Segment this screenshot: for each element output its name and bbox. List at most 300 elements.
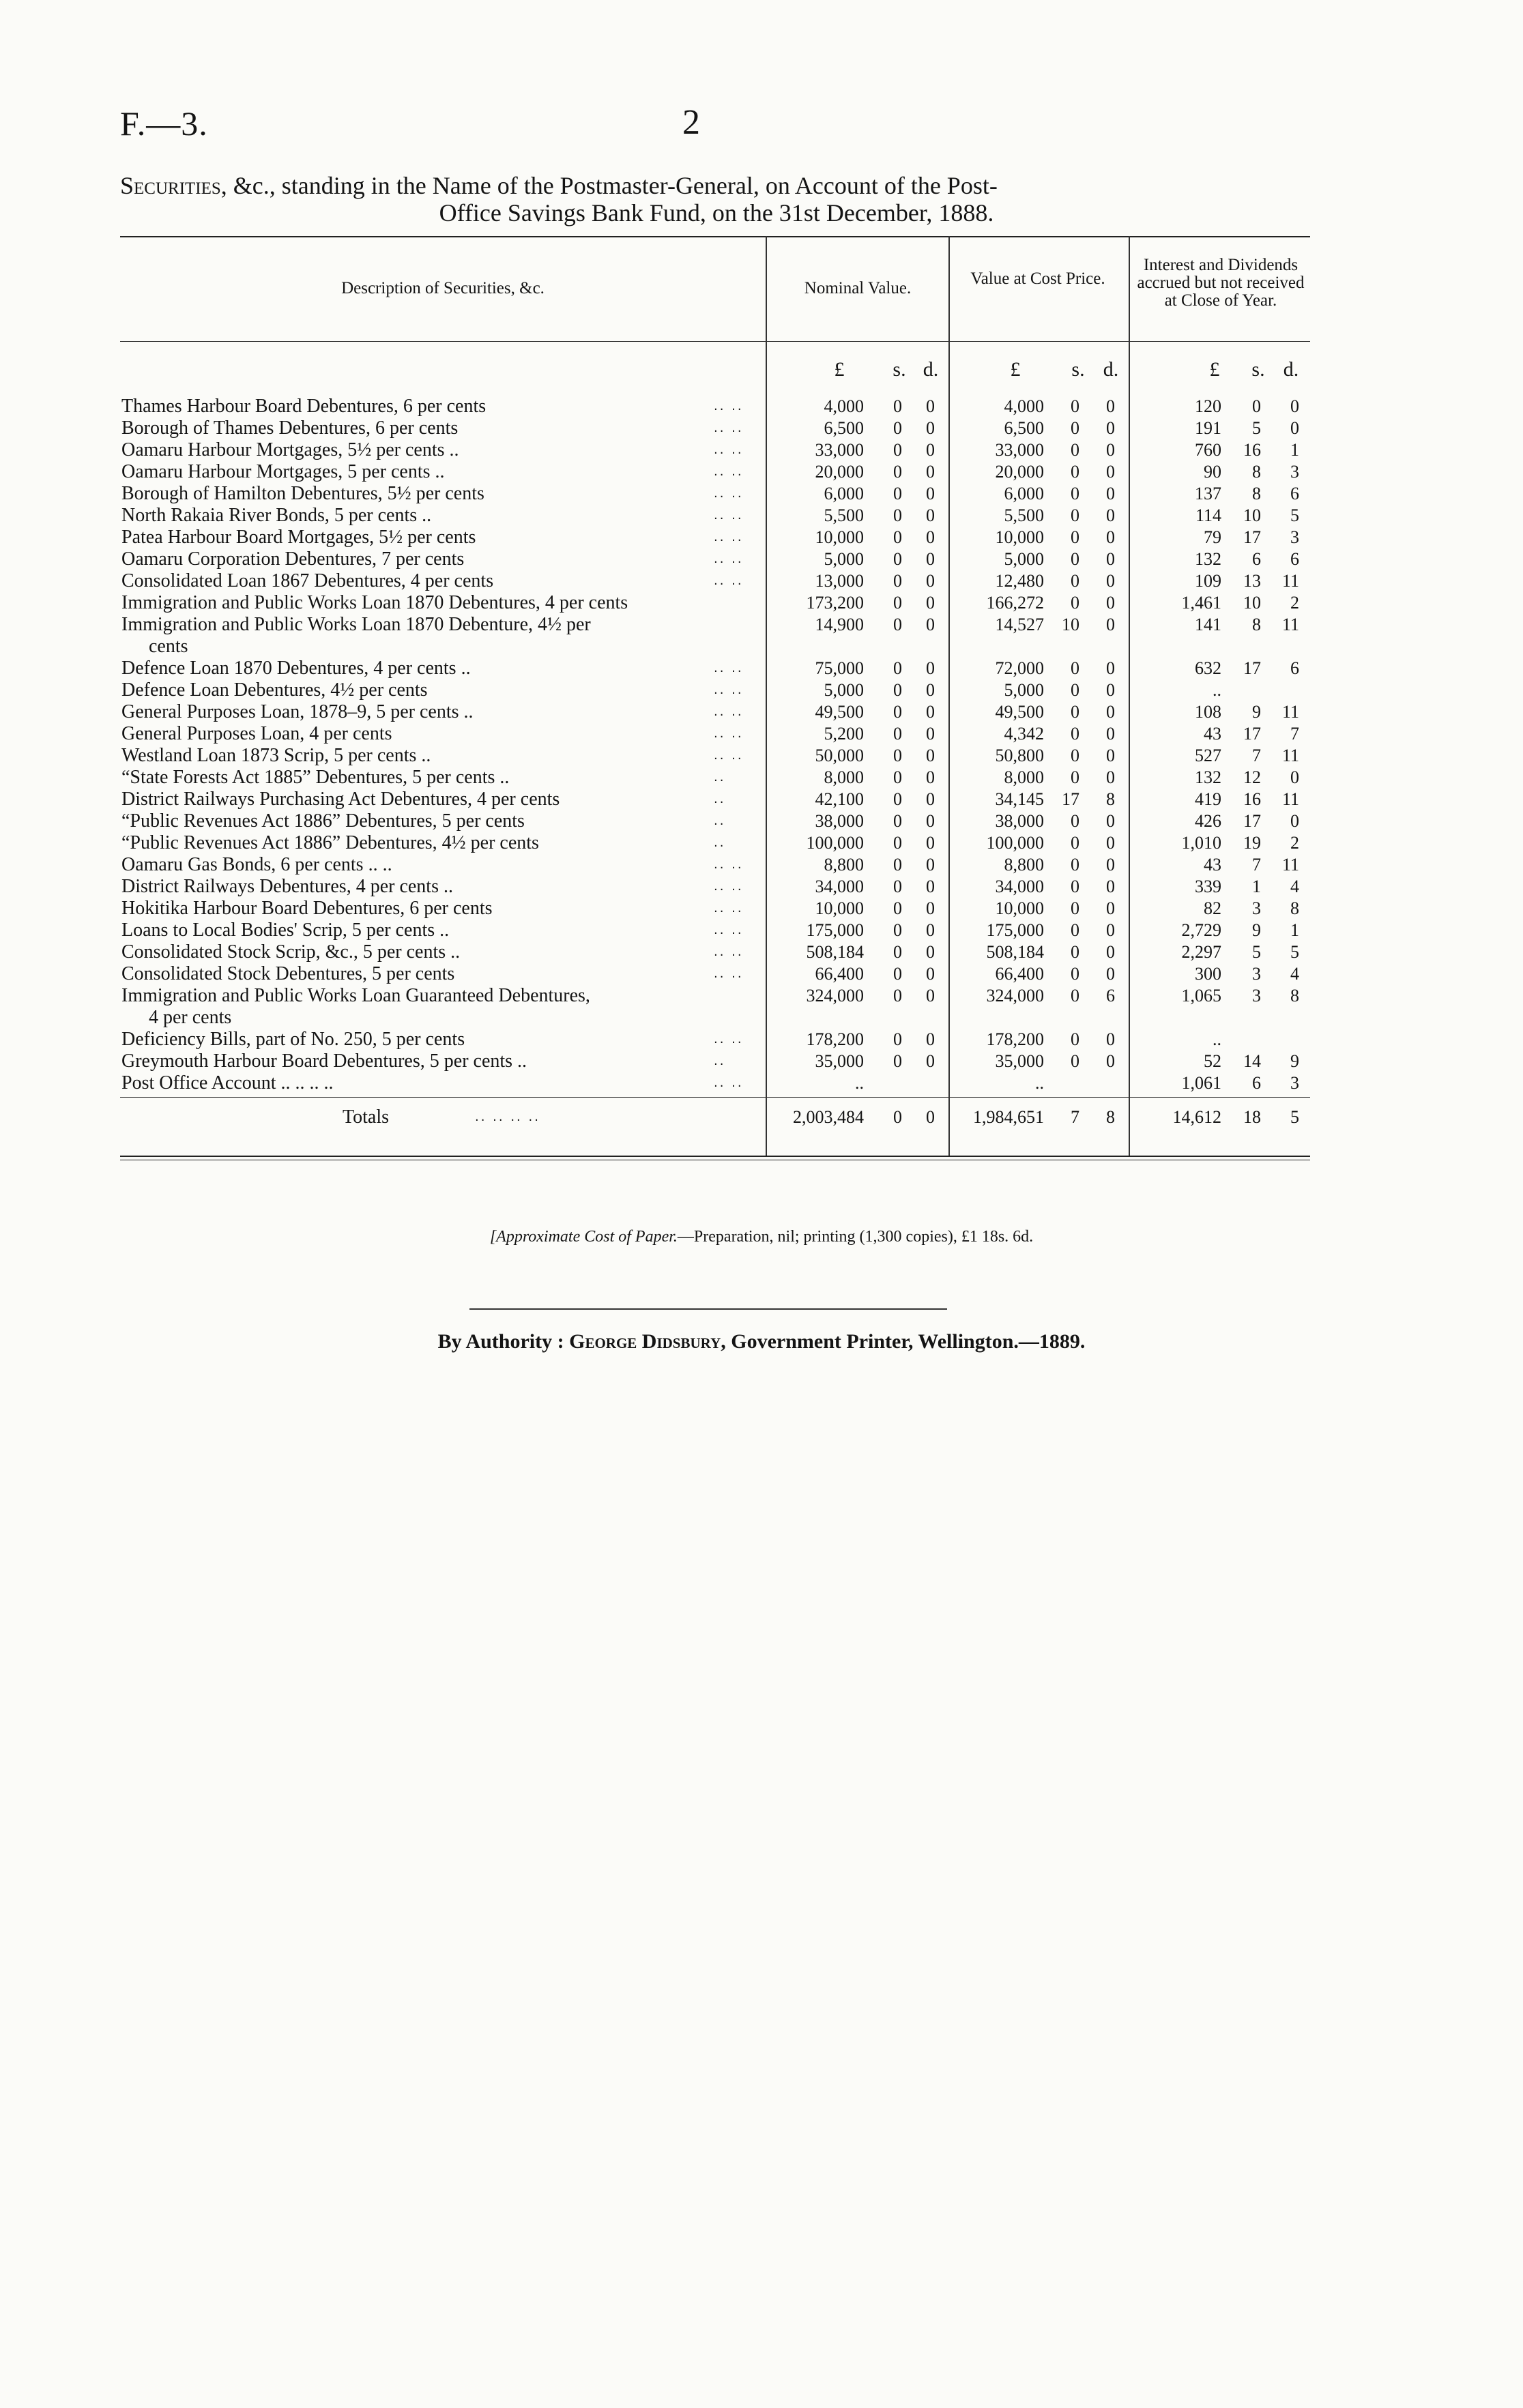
unit-pound: £ bbox=[1209, 358, 1220, 381]
table-row bbox=[120, 483, 1310, 505]
value-id: 1 bbox=[1290, 920, 1299, 940]
value-cd: 0 bbox=[1106, 746, 1115, 765]
value-ns: 0 bbox=[893, 746, 902, 765]
value-id: 8 bbox=[1290, 986, 1299, 1005]
value-cs: 0 bbox=[1071, 440, 1079, 460]
totals-label: Totals bbox=[343, 1106, 390, 1128]
value-cs: 0 bbox=[1071, 942, 1079, 962]
value-id: 9 bbox=[1290, 1051, 1299, 1071]
value-nom: 33,000 bbox=[815, 440, 864, 460]
value-int: 2,297 bbox=[1181, 942, 1221, 962]
header-bottom-rule bbox=[120, 341, 1310, 342]
title-line-2: Office Savings Bank Fund, on the 31st December, 1888. bbox=[439, 199, 994, 226]
table-row bbox=[120, 570, 1310, 592]
value-ns: 0 bbox=[893, 615, 902, 634]
value-nom: 324,000 bbox=[806, 986, 864, 1005]
value-nd: 0 bbox=[926, 505, 935, 525]
value-cd: 0 bbox=[1106, 811, 1115, 831]
value-cs: 0 bbox=[1071, 549, 1079, 569]
table-row bbox=[120, 745, 1310, 767]
value-int: 141 bbox=[1195, 615, 1221, 634]
security-description: Patea Harbour Board Mortgages, 5½ per cents bbox=[121, 527, 476, 548]
value-cd: 0 bbox=[1106, 724, 1115, 744]
value-nd: 0 bbox=[926, 1051, 935, 1071]
value-is: 17 bbox=[1243, 658, 1261, 678]
value-id: 11 bbox=[1281, 615, 1299, 634]
value-nd: 0 bbox=[926, 418, 935, 438]
table-row bbox=[120, 920, 1310, 941]
value-cost: 166,272 bbox=[986, 593, 1044, 613]
value-nom: 5,000 bbox=[824, 680, 864, 700]
value-id: 3 bbox=[1290, 527, 1299, 547]
col-header-nominal: Nominal Value. bbox=[804, 279, 912, 297]
value-is: 0 bbox=[1252, 396, 1261, 416]
value-cd: 0 bbox=[1106, 527, 1115, 547]
table-row bbox=[120, 985, 1310, 1007]
value-nd: 0 bbox=[926, 549, 935, 569]
table-row bbox=[120, 701, 1310, 723]
value-ns: 0 bbox=[893, 986, 902, 1005]
printer-authority bbox=[120, 1330, 1403, 1353]
security-description-continued: 4 per cents bbox=[149, 1007, 232, 1028]
value-cs: 0 bbox=[1071, 702, 1079, 722]
value-int: 339 bbox=[1195, 877, 1221, 896]
value-cd: 0 bbox=[1106, 1051, 1115, 1071]
value-cd: 0 bbox=[1106, 898, 1115, 918]
totals-nominal-s: 0 bbox=[893, 1107, 902, 1127]
value-id: 6 bbox=[1290, 484, 1299, 503]
value-cost: 4,342 bbox=[1004, 724, 1044, 744]
value-cs: 0 bbox=[1071, 527, 1079, 547]
col-header-description: Description of Securities, &c. bbox=[341, 279, 545, 297]
leader-dots: .. bbox=[714, 836, 726, 850]
table-row bbox=[120, 1029, 1310, 1051]
value-cd: 0 bbox=[1106, 702, 1115, 722]
value-cs: 0 bbox=[1071, 855, 1079, 875]
table-row bbox=[120, 417, 1310, 439]
unit-pence: d. bbox=[923, 358, 939, 381]
totals-interest-d: 5 bbox=[1290, 1107, 1299, 1127]
value-cs: 0 bbox=[1071, 920, 1079, 940]
table-row bbox=[120, 810, 1310, 832]
value-nom: 49,500 bbox=[815, 702, 864, 722]
value-nom: 8,800 bbox=[824, 855, 864, 875]
leader-dots: .. .. bbox=[714, 901, 744, 915]
leader-dots: .. .. bbox=[714, 705, 744, 719]
value-nom: 10,000 bbox=[815, 898, 864, 918]
value-cd: 0 bbox=[1106, 396, 1115, 416]
table-row bbox=[120, 854, 1310, 876]
value-cost: 6,000 bbox=[1004, 484, 1044, 503]
value-cd: 0 bbox=[1106, 593, 1115, 613]
value-cost: 10,000 bbox=[995, 898, 1044, 918]
value-nom: 13,000 bbox=[815, 571, 864, 591]
title-lead: Securities bbox=[120, 172, 221, 199]
value-is: 7 bbox=[1252, 746, 1261, 765]
value-ns: 0 bbox=[893, 724, 902, 744]
securities-table bbox=[120, 236, 1310, 1162]
leader-dots: .. .. bbox=[714, 508, 744, 523]
value-nom: 100,000 bbox=[806, 833, 864, 853]
table-row-continuation bbox=[120, 636, 1310, 658]
value-ns: 0 bbox=[893, 942, 902, 962]
value-int: 120 bbox=[1195, 396, 1221, 416]
value-is: 8 bbox=[1252, 615, 1261, 634]
value-int: .. bbox=[1213, 680, 1221, 700]
table-row bbox=[120, 439, 1310, 461]
value-cost: 5,500 bbox=[1004, 505, 1044, 525]
value-cost: 5,000 bbox=[1004, 680, 1044, 700]
value-nd: 0 bbox=[926, 571, 935, 591]
value-id: 5 bbox=[1290, 505, 1299, 525]
value-id: 0 bbox=[1290, 396, 1299, 416]
unit-pound: £ bbox=[834, 358, 845, 381]
value-ns: 0 bbox=[893, 549, 902, 569]
table-row bbox=[120, 396, 1310, 417]
value-int: 114 bbox=[1195, 505, 1221, 525]
value-cd: 0 bbox=[1106, 920, 1115, 940]
value-cs: 0 bbox=[1071, 898, 1079, 918]
value-cs: 0 bbox=[1071, 1029, 1079, 1049]
value-nd: 0 bbox=[926, 527, 935, 547]
value-nom: 6,000 bbox=[824, 484, 864, 503]
totals-interest: 14,612 bbox=[1172, 1107, 1221, 1127]
value-cd: 0 bbox=[1106, 767, 1115, 787]
leader-dots: .. .. bbox=[714, 726, 744, 741]
value-is: 8 bbox=[1252, 462, 1261, 482]
value-cd: 0 bbox=[1106, 571, 1115, 591]
leader-dots: .. .. bbox=[714, 1032, 744, 1046]
value-ns: 0 bbox=[893, 702, 902, 722]
page-number: 2 bbox=[682, 103, 700, 142]
value-nom: .. bbox=[855, 1073, 864, 1093]
value-nom: 38,000 bbox=[815, 811, 864, 831]
value-ns: 0 bbox=[893, 920, 902, 940]
value-cs: 0 bbox=[1071, 1051, 1079, 1071]
value-cd: 0 bbox=[1106, 680, 1115, 700]
value-cs: 0 bbox=[1071, 571, 1079, 591]
security-description: Deficiency Bills, part of No. 250, 5 per cents bbox=[121, 1029, 465, 1050]
security-description: Borough of Hamilton Debentures, 5½ per cents bbox=[121, 483, 484, 504]
value-nom: 6,500 bbox=[824, 418, 864, 438]
value-cs: 0 bbox=[1071, 811, 1079, 831]
cost-footnote bbox=[120, 1228, 1403, 1246]
table-row bbox=[120, 679, 1310, 701]
value-int: 109 bbox=[1195, 571, 1221, 591]
value-int: 419 bbox=[1195, 789, 1221, 809]
value-cost: 6,500 bbox=[1004, 418, 1044, 438]
value-int: 300 bbox=[1195, 964, 1221, 984]
printer-name: George Didsbury bbox=[569, 1330, 721, 1353]
value-cd: 0 bbox=[1106, 615, 1115, 634]
value-id: 5 bbox=[1290, 942, 1299, 962]
security-description: Defence Loan Debentures, 4½ per cents bbox=[121, 679, 428, 701]
value-id: 2 bbox=[1290, 833, 1299, 853]
table-row bbox=[120, 767, 1310, 789]
value-int: 132 bbox=[1195, 767, 1221, 787]
value-cs: 0 bbox=[1071, 767, 1079, 787]
value-is: 12 bbox=[1243, 767, 1261, 787]
value-is: 9 bbox=[1252, 702, 1261, 722]
value-ns: 0 bbox=[893, 527, 902, 547]
value-is: 9 bbox=[1252, 920, 1261, 940]
value-id: 0 bbox=[1290, 418, 1299, 438]
value-nom: 175,000 bbox=[806, 920, 864, 940]
totals-cost-s: 7 bbox=[1071, 1107, 1079, 1127]
value-is: 7 bbox=[1252, 855, 1261, 875]
totals-interest-s: 18 bbox=[1243, 1107, 1261, 1127]
value-cs: 0 bbox=[1071, 505, 1079, 525]
value-cost: 14,527 bbox=[995, 615, 1044, 634]
totals-nominal: 2,003,484 bbox=[793, 1107, 864, 1127]
value-cost: 178,200 bbox=[986, 1029, 1044, 1049]
value-cs: 0 bbox=[1071, 986, 1079, 1005]
table-row bbox=[120, 723, 1310, 745]
value-cd: 0 bbox=[1106, 549, 1115, 569]
value-cs: 17 bbox=[1062, 789, 1079, 809]
value-ns: 0 bbox=[893, 811, 902, 831]
value-nom: 173,200 bbox=[806, 593, 864, 613]
totals-cost-d: 8 bbox=[1106, 1107, 1115, 1127]
table-row bbox=[120, 963, 1310, 985]
footnote-rest: —Preparation, nil; printing (1,300 copies), £1 18s. 6d. bbox=[677, 1228, 1034, 1246]
value-int: 632 bbox=[1195, 658, 1221, 678]
value-cost: 35,000 bbox=[995, 1051, 1044, 1071]
value-cs: 0 bbox=[1071, 964, 1079, 984]
value-id: 0 bbox=[1290, 767, 1299, 787]
value-cost: 8,000 bbox=[1004, 767, 1044, 787]
value-int: 90 bbox=[1204, 462, 1221, 482]
totals-rule bbox=[120, 1097, 1310, 1098]
value-cd: 0 bbox=[1106, 964, 1115, 984]
value-int: 760 bbox=[1195, 440, 1221, 460]
leader-dots: .. .. bbox=[714, 945, 744, 959]
value-id: 3 bbox=[1290, 1073, 1299, 1093]
value-nd: 0 bbox=[926, 658, 935, 678]
leader-dots: .. .. bbox=[714, 530, 744, 544]
value-cost: 10,000 bbox=[995, 527, 1044, 547]
value-nd: 0 bbox=[926, 462, 935, 482]
value-ns: 0 bbox=[893, 571, 902, 591]
value-ns: 0 bbox=[893, 505, 902, 525]
value-nom: 5,200 bbox=[824, 724, 864, 744]
security-description: Oamaru Harbour Mortgages, 5 per cents .. bbox=[121, 461, 445, 482]
value-ns: 0 bbox=[893, 462, 902, 482]
value-ns: 0 bbox=[893, 593, 902, 613]
value-ns: 0 bbox=[893, 658, 902, 678]
security-description: “Public Revenues Act 1886” Debentures, 5 per cents bbox=[121, 810, 525, 832]
value-is: 17 bbox=[1243, 724, 1261, 744]
value-nom: 508,184 bbox=[806, 942, 864, 962]
value-cost: 175,000 bbox=[986, 920, 1044, 940]
security-description: General Purposes Loan, 1878–9, 5 per cents .. bbox=[121, 701, 474, 722]
value-id: 2 bbox=[1290, 593, 1299, 613]
security-description: Consolidated Stock Debentures, 5 per cents bbox=[121, 963, 455, 984]
unit-pence: d. bbox=[1283, 358, 1299, 381]
value-cd: 0 bbox=[1106, 484, 1115, 503]
value-is: 10 bbox=[1243, 593, 1261, 613]
security-description: Post Office Account .. .. .. .. bbox=[121, 1072, 334, 1093]
value-nd: 0 bbox=[926, 396, 935, 416]
value-is: 16 bbox=[1243, 440, 1261, 460]
value-id: 1 bbox=[1290, 440, 1299, 460]
col-header-interest: Interest and Dividends accrued but not received at Close of Year. bbox=[1137, 256, 1305, 310]
security-description-continued: cents bbox=[149, 636, 188, 657]
value-is: 3 bbox=[1252, 986, 1261, 1005]
leader-dots: .. .. bbox=[714, 443, 744, 457]
value-nd: 0 bbox=[926, 833, 935, 853]
totals-cost: 1,984,651 bbox=[973, 1107, 1044, 1127]
value-id: 6 bbox=[1290, 549, 1299, 569]
value-cd: 0 bbox=[1106, 1029, 1115, 1049]
value-id: 7 bbox=[1290, 724, 1299, 744]
value-int: 108 bbox=[1195, 702, 1221, 722]
security-description: District Railways Debentures, 4 per cents .. bbox=[121, 876, 453, 897]
security-description: Immigration and Public Works Loan Guaranteed Debentures, bbox=[121, 985, 590, 1006]
table-row bbox=[120, 1072, 1310, 1094]
value-nd: 0 bbox=[926, 877, 935, 896]
table-top-rule bbox=[120, 236, 1310, 237]
security-description: General Purposes Loan, 4 per cents bbox=[121, 723, 392, 744]
value-nd: 0 bbox=[926, 702, 935, 722]
value-int: 191 bbox=[1195, 418, 1221, 438]
totals-nominal-d: 0 bbox=[926, 1107, 935, 1127]
leader-dots: .. .. bbox=[714, 421, 744, 435]
value-nd: 0 bbox=[926, 789, 935, 809]
security-description: Defence Loan 1870 Debentures, 4 per cents .. bbox=[121, 658, 471, 679]
security-description: “State Forests Act 1885” Debentures, 5 per cents .. bbox=[121, 767, 510, 788]
leader-dots: .. bbox=[714, 792, 726, 806]
value-nom: 50,000 bbox=[815, 746, 864, 765]
value-cost: 34,145 bbox=[995, 789, 1044, 809]
value-is: 8 bbox=[1252, 484, 1261, 503]
document-title bbox=[120, 172, 1313, 226]
value-nd: 0 bbox=[926, 898, 935, 918]
value-cd: 0 bbox=[1106, 855, 1115, 875]
value-cost: 508,184 bbox=[986, 942, 1044, 962]
table-row bbox=[120, 461, 1310, 483]
value-id: 11 bbox=[1281, 789, 1299, 809]
security-description: Thames Harbour Board Debentures, 6 per cents bbox=[121, 396, 487, 417]
value-ns: 0 bbox=[893, 964, 902, 984]
value-id: 11 bbox=[1281, 571, 1299, 591]
value-nom: 8,000 bbox=[824, 767, 864, 787]
table-bottom-rule bbox=[120, 1156, 1310, 1157]
value-is: 1 bbox=[1252, 877, 1261, 896]
security-description: Consolidated Loan 1867 Debentures, 4 per cents bbox=[121, 570, 494, 591]
value-is: 6 bbox=[1252, 1073, 1261, 1093]
value-int: 527 bbox=[1195, 746, 1221, 765]
value-cost: 5,000 bbox=[1004, 549, 1044, 569]
value-cost: 4,000 bbox=[1004, 396, 1044, 416]
leader-dots: .. .. bbox=[714, 465, 744, 479]
leader-dots: .. .. bbox=[714, 683, 744, 697]
value-nom: 10,000 bbox=[815, 527, 864, 547]
value-cs: 0 bbox=[1071, 833, 1079, 853]
table-row bbox=[120, 941, 1310, 963]
value-nd: 0 bbox=[926, 942, 935, 962]
value-id: 4 bbox=[1290, 964, 1299, 984]
value-ns: 0 bbox=[893, 396, 902, 416]
value-nom: 14,900 bbox=[815, 615, 864, 634]
leader-dots: .. .. bbox=[714, 661, 744, 675]
leader-dots: .. bbox=[714, 770, 726, 784]
value-cost: 34,000 bbox=[995, 877, 1044, 896]
security-description: District Railways Purchasing Act Debentures, 4 per cents bbox=[121, 789, 560, 810]
value-nd: 0 bbox=[926, 440, 935, 460]
footnote-italic: [Approximate Cost of Paper. bbox=[489, 1228, 678, 1246]
value-cs: 0 bbox=[1071, 680, 1079, 700]
leader-dots: .. .. bbox=[714, 552, 744, 566]
value-int: 132 bbox=[1195, 549, 1221, 569]
authority-lead: By Authority : bbox=[437, 1330, 570, 1353]
value-is: 3 bbox=[1252, 898, 1261, 918]
value-ns: 0 bbox=[893, 1051, 902, 1071]
leader-dots: .. .. bbox=[714, 574, 744, 588]
title-line-1: , &c., standing in the Name of the Postmaster-General, on Account of the Post- bbox=[220, 172, 998, 199]
totals-dots: .. .. .. .. bbox=[475, 1110, 540, 1124]
authority-rest: , Government Printer, Wellington.—1889. bbox=[721, 1330, 1086, 1353]
table-row bbox=[120, 548, 1310, 570]
value-int: 1,065 bbox=[1181, 986, 1221, 1005]
unit-pound: £ bbox=[1010, 358, 1021, 381]
value-ns: 0 bbox=[893, 789, 902, 809]
totals-row bbox=[120, 1106, 1310, 1128]
paper-reference: F.—3. bbox=[120, 104, 208, 143]
security-description: Hokitika Harbour Board Debentures, 6 per cents bbox=[121, 898, 493, 919]
value-cd: 0 bbox=[1106, 877, 1115, 896]
value-cost: 66,400 bbox=[995, 964, 1044, 984]
value-nd: 0 bbox=[926, 964, 935, 984]
value-nd: 0 bbox=[926, 1029, 935, 1049]
security-description: Consolidated Stock Scrip, &c., 5 per cents .. bbox=[121, 941, 461, 963]
table-row bbox=[120, 898, 1310, 920]
value-cd: 0 bbox=[1106, 658, 1115, 678]
table-row bbox=[120, 876, 1310, 898]
value-is: 17 bbox=[1243, 811, 1261, 831]
value-id: 11 bbox=[1281, 855, 1299, 875]
value-cost: 8,800 bbox=[1004, 855, 1044, 875]
leader-dots: .. .. bbox=[714, 967, 744, 981]
value-id: 4 bbox=[1290, 877, 1299, 896]
leader-dots: .. bbox=[714, 1054, 726, 1068]
value-id: 11 bbox=[1281, 702, 1299, 722]
value-cs: 0 bbox=[1071, 396, 1079, 416]
value-cost: 50,800 bbox=[995, 746, 1044, 765]
value-cost: 12,480 bbox=[995, 571, 1044, 591]
value-cost: 20,000 bbox=[995, 462, 1044, 482]
units-row bbox=[120, 359, 1310, 381]
value-cs: 0 bbox=[1071, 658, 1079, 678]
value-nom: 34,000 bbox=[815, 877, 864, 896]
value-int: 43 bbox=[1204, 855, 1221, 875]
table-row bbox=[120, 1051, 1310, 1072]
value-int: 1,010 bbox=[1181, 833, 1221, 853]
leader-dots: .. .. bbox=[714, 923, 744, 937]
security-description: Oamaru Gas Bonds, 6 per cents .. .. bbox=[121, 854, 392, 875]
value-is: 14 bbox=[1243, 1051, 1261, 1071]
value-nd: 0 bbox=[926, 724, 935, 744]
table-row-continuation bbox=[120, 1007, 1310, 1029]
value-cd: 0 bbox=[1106, 418, 1115, 438]
value-is: 17 bbox=[1243, 527, 1261, 547]
value-cs: 0 bbox=[1071, 484, 1079, 503]
value-nom: 4,000 bbox=[824, 396, 864, 416]
table-row bbox=[120, 789, 1310, 810]
value-ns: 0 bbox=[893, 418, 902, 438]
value-ns: 0 bbox=[893, 440, 902, 460]
value-int: 43 bbox=[1204, 724, 1221, 744]
